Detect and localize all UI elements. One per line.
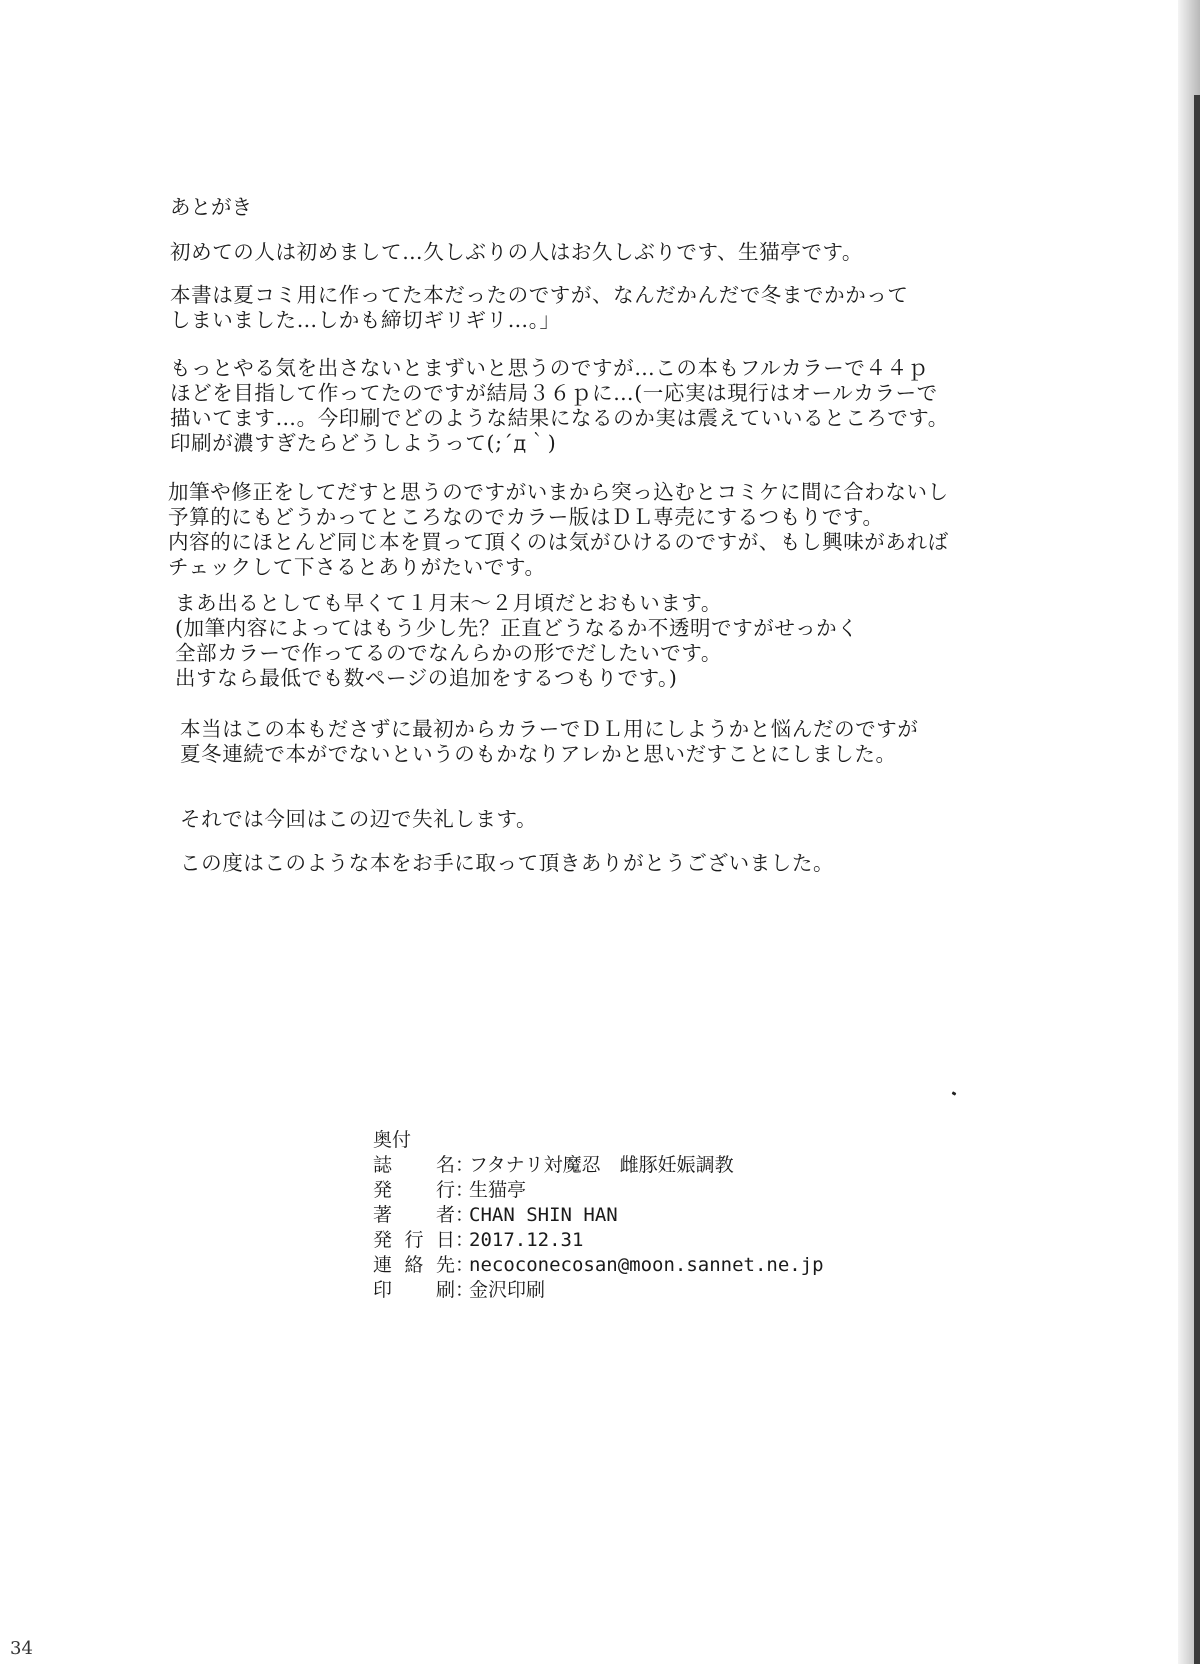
colophon-row	[373, 1253, 824, 1278]
afterword-line: 初めての人は初めまして…久しぶりの人はお久しぶりです、生猫亭です。	[170, 240, 864, 264]
colophon-label: 印 刷	[373, 1279, 455, 1301]
colophon-label: 発 行	[373, 1179, 455, 1201]
colophon-separator: ：	[455, 1154, 475, 1176]
afterword-line: 印刷が濃すぎたらどうしようって(;´д｀)	[170, 431, 557, 455]
afterword-line: (加筆内容によってはもう少し先？正直どうなるか不透明ですがせっかく	[175, 616, 859, 640]
afterword-line: 夏冬連続で本がでないというのもかなりアレかと思いだすことにしました。	[180, 742, 897, 766]
afterword-line: 本書は夏コミ用に作ってた本だったのですが、なんだかんだで冬までかかって	[170, 283, 909, 307]
colophon-heading: 奥付	[373, 1129, 412, 1151]
colophon-row	[373, 1278, 824, 1303]
afterword-line: 予算的にもどうかってところなのでカラー版はＤＬ専売にするつもりです。	[168, 505, 884, 529]
colophon-separator: ：	[455, 1179, 475, 1201]
afterword-line: 内容的にほとんど同じ本を買って頂くのは気がひけるのですが、もし興味があれば	[168, 530, 949, 554]
colophon-separator: ：	[455, 1229, 475, 1251]
colophon-separator: ：	[455, 1279, 475, 1301]
page-number: 34	[10, 1638, 33, 1659]
colophon-value: 生猫亭	[469, 1179, 527, 1201]
colophon-value: 2017.12.31	[469, 1229, 584, 1251]
afterword-line: 出すなら最低でも数ページの追加をするつもりです。)	[175, 666, 678, 690]
afterword-paragraph	[170, 283, 909, 333]
colophon-label: 連絡先	[373, 1254, 455, 1276]
colophon-value: CHAN SHIN HAN	[469, 1204, 618, 1226]
afterword-paragraph	[180, 717, 919, 767]
colophon-row	[373, 1203, 824, 1228]
colophon-label: 誌 名	[373, 1154, 455, 1176]
afterword-paragraph	[175, 591, 858, 691]
afterword-line: ほどを目指して作ってたのですが結局３６ｐに…(一応実は現行はオールカラーで	[170, 381, 938, 405]
colophon	[373, 1128, 824, 1303]
afterword-line: 加筆や修正をしてだすと思うのですがいまから突っ込むとコミケに間に合わないし	[168, 480, 949, 504]
afterword-paragraph	[180, 807, 537, 832]
colophon-separator: ：	[455, 1254, 475, 1276]
colophon-value: 金沢印刷	[469, 1279, 546, 1301]
colophon-row	[373, 1153, 824, 1178]
afterword-paragraph	[170, 356, 949, 456]
colophon-value: フタナリ対魔忍 雌豚妊娠調教	[469, 1154, 734, 1176]
scan-speck	[952, 1091, 957, 1096]
colophon-label: 発行日	[373, 1229, 455, 1251]
scan-edge-binding	[1194, 95, 1200, 1664]
afterword-line: 描いてます…。今印刷でどのような結果になるのか実は震えていいるところです。	[170, 406, 949, 430]
afterword-paragraph	[168, 480, 949, 580]
afterword-line: まあ出るとしても早くて１月末～２月頃だとおもいます。	[175, 591, 722, 615]
colophon-separator: ：	[455, 1204, 475, 1226]
afterword-line: 本当はこの本もださずに最初からカラーでＤＬ用にしようかと悩んだのですが	[180, 717, 919, 741]
colophon-value: necoconecosan@moon.sannet.ne.jp	[469, 1254, 824, 1276]
afterword-line: しまいました…しかも締切ギリギリ…。」	[170, 308, 561, 332]
afterword-line: チェックして下さるとありがたいです。	[168, 555, 546, 579]
colophon-row	[373, 1178, 824, 1203]
afterword-title: あとがき	[170, 195, 252, 219]
afterword-paragraph	[170, 240, 863, 265]
afterword-line: 全部カラーで作ってるのでなんらかの形でだしたいです。	[175, 641, 722, 665]
afterword-line: もっとやる気を出さないとまずいと思うのですが…この本もフルカラーで４４ｐ	[170, 356, 929, 380]
afterword-line: この度はこのような本をお手に取って頂きありがとうございました。	[180, 851, 835, 875]
colophon-label: 著 者	[373, 1204, 455, 1226]
colophon-row	[373, 1228, 824, 1253]
afterword-paragraph	[180, 851, 834, 876]
afterword-line: それでは今回はこの辺で失礼します。	[180, 807, 538, 831]
